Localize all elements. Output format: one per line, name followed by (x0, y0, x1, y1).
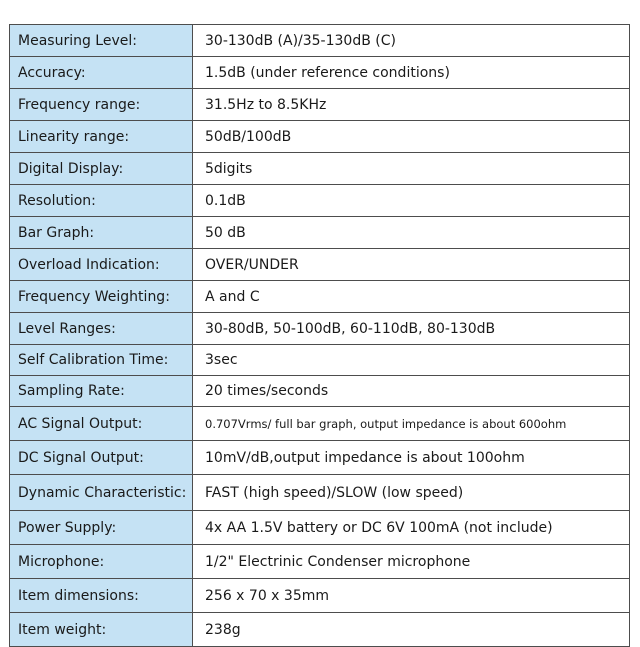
spec-value: 31.5Hz to 8.5KHz (193, 89, 630, 121)
spec-label: Overload Indication: (10, 249, 193, 281)
spec-row-frequency-range (10, 89, 630, 121)
spec-row-measuring-level (10, 25, 630, 57)
spec-label: Microphone: (10, 545, 193, 579)
spec-row-resolution (10, 185, 630, 217)
spec-row-level-ranges (10, 313, 630, 345)
spec-row-item-weight (10, 613, 630, 647)
spec-label: Bar Graph: (10, 217, 193, 249)
spec-row-sampling-rate (10, 376, 630, 407)
spec-value: 0.707Vrms/ full bar graph, output impedance is about 600ohm (193, 407, 630, 441)
spec-label: Self Calibration Time: (10, 345, 193, 376)
spec-label: AC Signal Output: (10, 407, 193, 441)
spec-value: 1.5dB (under reference conditions) (193, 57, 630, 89)
spec-label: Frequency Weighting: (10, 281, 193, 313)
spec-value: 5digits (193, 153, 630, 185)
spec-value: 256 x 70 x 35mm (193, 579, 630, 613)
spec-label: Accuracy: (10, 57, 193, 89)
spec-row-dynamic-characteristic (10, 475, 630, 511)
spec-label: Frequency range: (10, 89, 193, 121)
spec-row-dc-signal-output (10, 441, 630, 475)
spec-value: 10mV/dB,output impedance is about 100ohm (193, 441, 630, 475)
spec-value: 0.1dB (193, 185, 630, 217)
spec-row-accuracy (10, 57, 630, 89)
spec-value: FAST (high speed)/SLOW (low speed) (193, 475, 630, 511)
spec-label: Resolution: (10, 185, 193, 217)
spec-row-linearity-range (10, 121, 630, 153)
spec-label: Measuring Level: (10, 25, 193, 57)
spec-label: Level Ranges: (10, 313, 193, 345)
spec-value: 4x AA 1.5V battery or DC 6V 100mA (not include) (193, 511, 630, 545)
spec-value: 1/2" Electrinic Condenser microphone (193, 545, 630, 579)
spec-value: A and C (193, 281, 630, 313)
spec-row-digital-display (10, 153, 630, 185)
spec-row-bar-graph (10, 217, 630, 249)
spec-value: OVER/UNDER (193, 249, 630, 281)
spec-row-overload-indication (10, 249, 630, 281)
spec-value: 238g (193, 613, 630, 647)
spec-label: Dynamic Characteristic: (10, 475, 193, 511)
spec-label: Power Supply: (10, 511, 193, 545)
spec-label: Item weight: (10, 613, 193, 647)
spec-value: 30-130dB (A)/35-130dB (C) (193, 25, 630, 57)
spec-row-item-dimensions (10, 579, 630, 613)
spec-row-frequency-weighting (10, 281, 630, 313)
spec-row-power-supply (10, 511, 630, 545)
spec-value: 20 times/seconds (193, 376, 630, 407)
spec-label: DC Signal Output: (10, 441, 193, 475)
spec-label: Sampling Rate: (10, 376, 193, 407)
spec-value: 30-80dB, 50-100dB, 60-110dB, 80-130dB (193, 313, 630, 345)
spec-value: 50dB/100dB (193, 121, 630, 153)
spec-row-microphone (10, 545, 630, 579)
spec-table (9, 24, 630, 647)
spec-value: 50 dB (193, 217, 630, 249)
spec-label: Item dimensions: (10, 579, 193, 613)
spec-value: 3sec (193, 345, 630, 376)
spec-row-ac-signal-output (10, 407, 630, 441)
spec-row-self-calibration-time (10, 345, 630, 376)
spec-label: Digital Display: (10, 153, 193, 185)
spec-label: Linearity range: (10, 121, 193, 153)
